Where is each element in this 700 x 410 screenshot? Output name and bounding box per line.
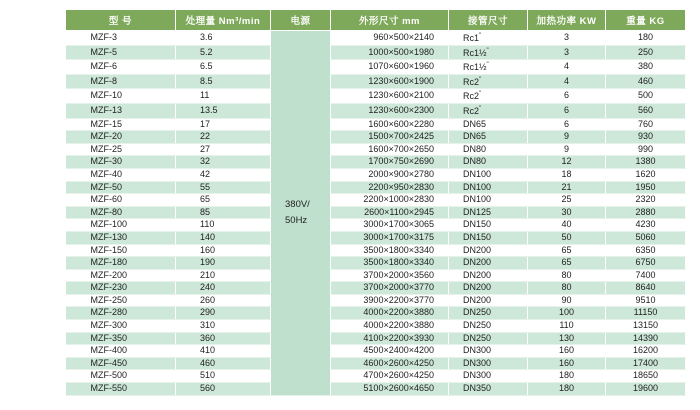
- cell-flow: 110: [176, 219, 271, 232]
- cell-flow: 32: [176, 156, 271, 169]
- pipe-size-text: Rc2: [463, 76, 480, 87]
- cell-model: MZF-350: [66, 332, 176, 345]
- table-row: [66, 89, 686, 104]
- pipe-size-text: DN80: [463, 156, 487, 167]
- table-row: [66, 206, 686, 219]
- cell-flow: 460: [176, 357, 271, 370]
- cell-weight: 1950: [606, 181, 686, 194]
- cell-pipe: [449, 357, 528, 370]
- cell-flow: 290: [176, 307, 271, 320]
- cell-weight: 7400: [606, 269, 686, 282]
- cell-heating-power: 65: [528, 244, 606, 257]
- cell-flow: 5.2: [176, 45, 271, 60]
- cell-pipe: [449, 219, 528, 232]
- cell-model: MZF-20: [66, 131, 176, 144]
- cell-model: MZF-450: [66, 357, 176, 370]
- cell-dimensions: 4100×2200×3930: [331, 332, 449, 345]
- cell-model: MZF-500: [66, 370, 176, 383]
- cell-heating-power: 110: [528, 320, 606, 333]
- cell-weight: 1620: [606, 168, 686, 181]
- cell-heating-power: 4: [528, 74, 606, 89]
- cell-weight: 760: [606, 118, 686, 131]
- cell-model: MZF-5: [66, 45, 176, 60]
- cell-dimensions: 3500×1800×3340: [331, 244, 449, 257]
- table-row: [66, 219, 686, 232]
- cell-model: MZF-60: [66, 194, 176, 207]
- cell-flow: 310: [176, 320, 271, 333]
- cell-flow: 560: [176, 383, 271, 396]
- header-pipe: 接管尺寸: [449, 10, 528, 31]
- cell-model: MZF-100: [66, 219, 176, 232]
- cell-dimensions: 3500×1800×3340: [331, 257, 449, 270]
- cell-model: MZF-80: [66, 206, 176, 219]
- cell-model: MZF-150: [66, 244, 176, 257]
- header-flow: 处理量 Nm³/min: [176, 10, 271, 31]
- cell-heating-power: 130: [528, 332, 606, 345]
- cell-model: MZF-550: [66, 383, 176, 396]
- cell-heating-power: 25: [528, 194, 606, 207]
- cell-weight: 11150: [606, 307, 686, 320]
- cell-flow: 22: [176, 131, 271, 144]
- cell-model: MZF-10: [66, 89, 176, 104]
- cell-weight: 930: [606, 131, 686, 144]
- pipe-size-text: DN200: [463, 257, 492, 268]
- pipe-size-text: DN200: [463, 269, 492, 280]
- cell-pipe: [449, 156, 528, 169]
- pipe-size-text: DN200: [463, 282, 492, 293]
- pipe-size-text: Rc1: [463, 33, 480, 43]
- cell-heating-power: 6: [528, 89, 606, 104]
- cell-heating-power: 12: [528, 156, 606, 169]
- cell-heating-power: 21: [528, 181, 606, 194]
- cell-dimensions: 960×500×2140: [331, 31, 449, 46]
- cell-dimensions: 2600×1100×2945: [331, 206, 449, 219]
- cell-heating-power: 6: [528, 118, 606, 131]
- cell-dimensions: 4700×2600×4250: [331, 370, 449, 383]
- cell-pipe: [449, 332, 528, 345]
- cell-dimensions: 4000×2200×3880: [331, 320, 449, 333]
- cell-weight: 250: [606, 45, 686, 60]
- cell-flow: 55: [176, 181, 271, 194]
- cell-dimensions: 1000×500×1980: [331, 45, 449, 60]
- cell-heating-power: 180: [528, 370, 606, 383]
- pipe-size-text: DN150: [463, 219, 492, 230]
- cell-dimensions: 4500×2400×4200: [331, 345, 449, 358]
- table-row: [66, 168, 686, 181]
- cell-weight: 4230: [606, 219, 686, 232]
- pipe-size-text: DN200: [463, 244, 492, 255]
- cell-weight: 17400: [606, 357, 686, 370]
- cell-weight: 2320: [606, 194, 686, 207]
- table-row: [66, 118, 686, 131]
- cell-model: MZF-25: [66, 143, 176, 156]
- cell-weight: 8640: [606, 282, 686, 295]
- table-row: [66, 294, 686, 307]
- table-row: [66, 282, 686, 295]
- cell-flow: 8.5: [176, 74, 271, 89]
- cell-dimensions: 3700×2000×3770: [331, 282, 449, 295]
- table-row: [66, 60, 686, 75]
- cell-pipe: [449, 103, 528, 118]
- pipe-size-text: Rc2: [463, 105, 480, 116]
- cell-model: MZF-8: [66, 74, 176, 89]
- cell-flow: 410: [176, 345, 271, 358]
- table-row: [66, 357, 686, 370]
- pipe-size-text: DN125: [463, 206, 492, 217]
- table-row: [66, 143, 686, 156]
- cell-pipe: [449, 194, 528, 207]
- cell-power-supply: 380V/ 50Hz: [271, 31, 331, 396]
- cell-pipe: [449, 370, 528, 383]
- pipe-size-text: DN100: [463, 194, 492, 205]
- pipe-size-text: DN350: [463, 383, 492, 394]
- cell-model: MZF-300: [66, 320, 176, 333]
- inch-mark: ": [479, 76, 482, 83]
- cell-pipe: [449, 345, 528, 358]
- cell-dimensions: 1600×700×2650: [331, 143, 449, 156]
- spec-table: [65, 9, 686, 396]
- table-row: [66, 181, 686, 194]
- cell-pipe: [449, 45, 528, 60]
- cell-pipe: [449, 118, 528, 131]
- cell-heating-power: 18: [528, 168, 606, 181]
- cell-heating-power: 90: [528, 294, 606, 307]
- cell-model: MZF-400: [66, 345, 176, 358]
- table-row: [66, 269, 686, 282]
- pipe-size-text: Rc2: [463, 91, 480, 102]
- cell-dimensions: 1230×600×2100: [331, 89, 449, 104]
- pipe-size-text: DN65: [463, 131, 487, 142]
- cell-model: MZF-280: [66, 307, 176, 320]
- cell-weight: 180: [606, 31, 686, 46]
- table-row: [66, 231, 686, 244]
- pipe-size-text: Rc1½: [463, 47, 487, 58]
- cell-pipe: [449, 320, 528, 333]
- cell-weight: 18650: [606, 370, 686, 383]
- cell-model: MZF-15: [66, 118, 176, 131]
- cell-dimensions: 3700×2000×3560: [331, 269, 449, 282]
- cell-flow: 240: [176, 282, 271, 295]
- cell-weight: 380: [606, 60, 686, 75]
- cell-weight: 990: [606, 143, 686, 156]
- cell-dimensions: 4000×2200×3880: [331, 307, 449, 320]
- pipe-size-text: DN100: [463, 168, 492, 179]
- cell-flow: 160: [176, 244, 271, 257]
- pipe-size-text: DN300: [463, 345, 492, 356]
- header-model: 型 号: [66, 10, 176, 31]
- table-row: [66, 74, 686, 89]
- cell-dimensions: 1600×600×2280: [331, 118, 449, 131]
- cell-flow: 85: [176, 206, 271, 219]
- cell-flow: 65: [176, 194, 271, 207]
- cell-dimensions: 3900×2200×3770: [331, 294, 449, 307]
- cell-heating-power: 9: [528, 131, 606, 144]
- cell-flow: 11: [176, 89, 271, 104]
- cell-dimensions: 3000×1700×3065: [331, 219, 449, 232]
- cell-heating-power: 6: [528, 103, 606, 118]
- cell-dimensions: 1500×700×2425: [331, 131, 449, 144]
- table-row: [66, 244, 686, 257]
- cell-pipe: [449, 269, 528, 282]
- table-row: [66, 307, 686, 320]
- table-row: [66, 345, 686, 358]
- cell-pipe: [449, 206, 528, 219]
- cell-weight: 14390: [606, 332, 686, 345]
- cell-model: MZF-250: [66, 294, 176, 307]
- cell-weight: 6350: [606, 244, 686, 257]
- cell-pipe: [449, 181, 528, 194]
- table-row: [66, 383, 686, 396]
- cell-pipe: [449, 231, 528, 244]
- cell-heating-power: 40: [528, 219, 606, 232]
- cell-model: MZF-30: [66, 156, 176, 169]
- cell-heating-power: 80: [528, 269, 606, 282]
- cell-flow: 360: [176, 332, 271, 345]
- cell-heating-power: 3: [528, 31, 606, 46]
- cell-flow: 17: [176, 118, 271, 131]
- inch-mark: ": [486, 62, 489, 69]
- pipe-size-text: DN100: [463, 181, 492, 192]
- cell-dimensions: 2000×900×2780: [331, 168, 449, 181]
- pipe-size-text: DN200: [463, 294, 492, 305]
- cell-model: MZF-50: [66, 181, 176, 194]
- cell-dimensions: 1230×600×1900: [331, 74, 449, 89]
- cell-flow: 3.6: [176, 31, 271, 46]
- cell-weight: 2880: [606, 206, 686, 219]
- cell-dimensions: 2200×950×2830: [331, 181, 449, 194]
- cell-model: MZF-180: [66, 257, 176, 270]
- cell-heating-power: 9: [528, 143, 606, 156]
- pipe-size-text: DN250: [463, 307, 492, 318]
- cell-heating-power: 160: [528, 357, 606, 370]
- cell-flow: 27: [176, 143, 271, 156]
- pipe-size-text: DN65: [463, 118, 487, 129]
- cell-pipe: [449, 294, 528, 307]
- cell-flow: 510: [176, 370, 271, 383]
- cell-flow: 140: [176, 231, 271, 244]
- table-row: [66, 320, 686, 333]
- table-row: [66, 194, 686, 207]
- table-row: [66, 45, 686, 60]
- cell-flow: 42: [176, 168, 271, 181]
- cell-weight: 19600: [606, 383, 686, 396]
- cell-weight: 460: [606, 74, 686, 89]
- table-row: [66, 332, 686, 345]
- cell-weight: 16200: [606, 345, 686, 358]
- cell-pipe: [449, 143, 528, 156]
- cell-heating-power: 80: [528, 282, 606, 295]
- cell-weight: 13150: [606, 320, 686, 333]
- cell-model: MZF-13: [66, 103, 176, 118]
- cell-pipe: [449, 307, 528, 320]
- inch-mark: ": [479, 33, 482, 39]
- header-dimensions: 外形尺寸 mm: [331, 10, 449, 31]
- cell-heating-power: 50: [528, 231, 606, 244]
- cell-heating-power: 3: [528, 45, 606, 60]
- cell-pipe: [449, 74, 528, 89]
- cell-heating-power: 4: [528, 60, 606, 75]
- table-row: [66, 257, 686, 270]
- cell-pipe: [449, 89, 528, 104]
- cell-flow: 260: [176, 294, 271, 307]
- pipe-size-text: Rc1½: [463, 62, 487, 73]
- table-row: [66, 103, 686, 118]
- cell-model: MZF-230: [66, 282, 176, 295]
- pipe-size-text: DN250: [463, 320, 492, 331]
- cell-weight: 500: [606, 89, 686, 104]
- cell-model: MZF-3: [66, 31, 176, 46]
- cell-model: MZF-40: [66, 168, 176, 181]
- cell-flow: 13.5: [176, 103, 271, 118]
- table-row: [66, 31, 686, 46]
- header-heating-power: 加热功率 KW: [528, 10, 606, 31]
- cell-pipe: [449, 244, 528, 257]
- cell-heating-power: 180: [528, 383, 606, 396]
- cell-heating-power: 100: [528, 307, 606, 320]
- cell-heating-power: 30: [528, 206, 606, 219]
- inch-mark: ": [486, 47, 489, 54]
- cell-dimensions: 2200×1000×2830: [331, 194, 449, 207]
- cell-pipe: [449, 282, 528, 295]
- cell-dimensions: 4600×2600×4250: [331, 357, 449, 370]
- inch-mark: ": [479, 91, 482, 98]
- cell-flow: 6.5: [176, 60, 271, 75]
- cell-model: MZF-6: [66, 60, 176, 75]
- cell-model: MZF-130: [66, 231, 176, 244]
- table-row: [66, 131, 686, 144]
- cell-pipe: [449, 60, 528, 75]
- cell-dimensions: 3000×1700×3175: [331, 231, 449, 244]
- cell-dimensions: 1700×750×2690: [331, 156, 449, 169]
- cell-pipe: [449, 257, 528, 270]
- cell-weight: 5060: [606, 231, 686, 244]
- cell-flow: 210: [176, 269, 271, 282]
- cell-heating-power: 160: [528, 345, 606, 358]
- cell-heating-power: 65: [528, 257, 606, 270]
- cell-pipe: [449, 31, 528, 46]
- table-row: [66, 156, 686, 169]
- header-row: [66, 10, 686, 31]
- inch-mark: ": [479, 105, 482, 112]
- pipe-size-text: DN250: [463, 332, 492, 343]
- header-power: 电源: [271, 10, 331, 31]
- cell-model: MZF-200: [66, 269, 176, 282]
- cell-dimensions: 1070×600×1960: [331, 60, 449, 75]
- cell-pipe: [449, 383, 528, 396]
- cell-pipe: [449, 131, 528, 144]
- cell-flow: 190: [176, 257, 271, 270]
- cell-dimensions: 1230×600×2300: [331, 103, 449, 118]
- pipe-size-text: DN300: [463, 357, 492, 368]
- cell-weight: 1380: [606, 156, 686, 169]
- cell-weight: 6750: [606, 257, 686, 270]
- table-body: [66, 31, 686, 396]
- cell-weight: 9510: [606, 294, 686, 307]
- cell-dimensions: 5100×2600×4650: [331, 383, 449, 396]
- table-row: [66, 370, 686, 383]
- pipe-size-text: DN150: [463, 231, 492, 242]
- pipe-size-text: DN300: [463, 370, 492, 381]
- cell-weight: 560: [606, 103, 686, 118]
- cell-pipe: [449, 168, 528, 181]
- pipe-size-text: DN80: [463, 143, 487, 154]
- header-weight: 重量 KG: [606, 10, 686, 31]
